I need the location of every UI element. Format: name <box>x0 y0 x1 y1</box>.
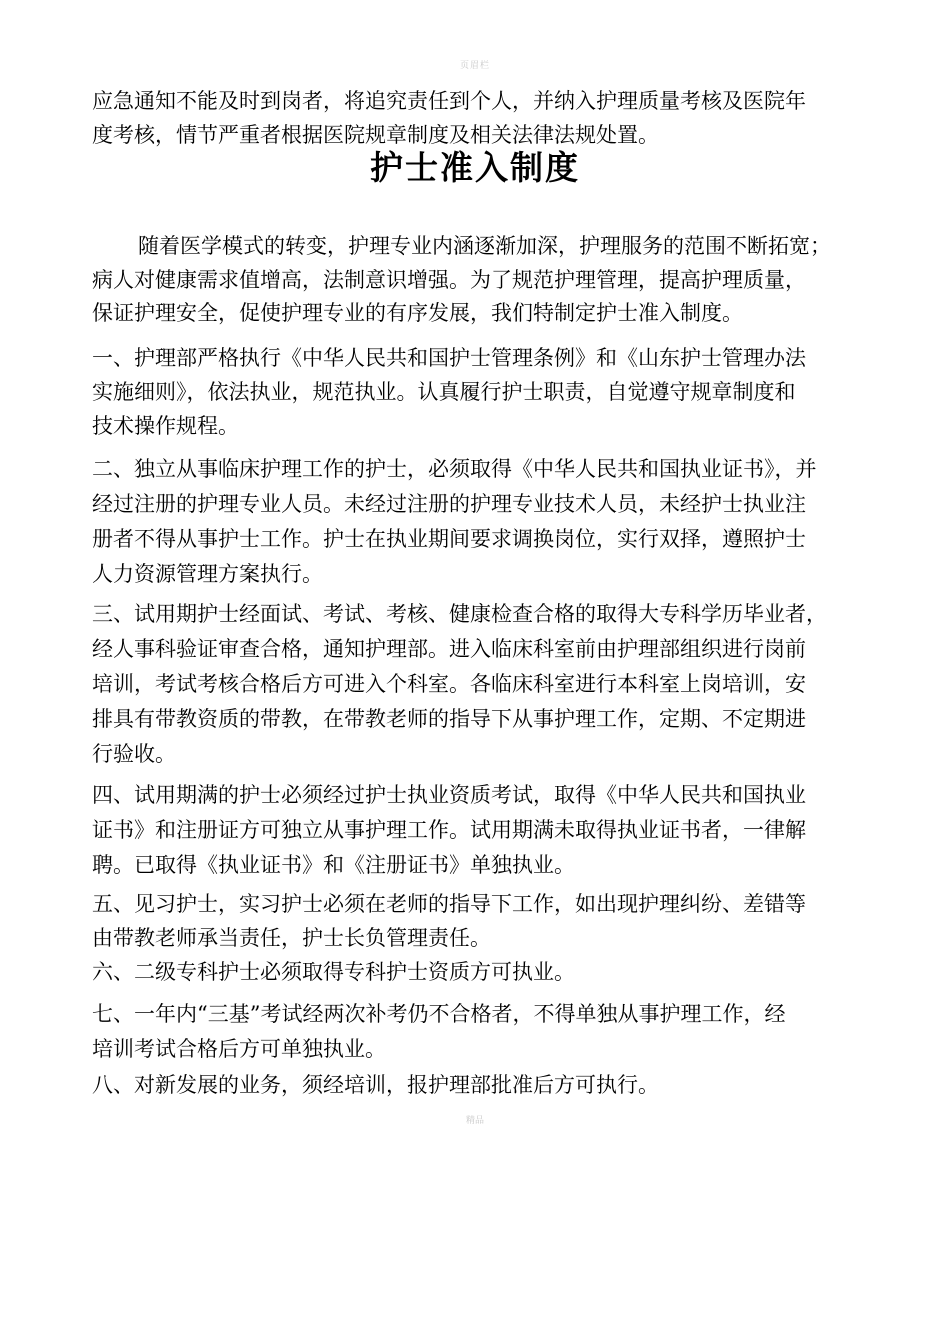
top-text-line: 度考核，情节严重者根据医院规章制度及相关法律法规处置。 <box>92 123 659 147</box>
clause-6-line: 六、二级专科护士必须取得专科护士资质方可执业。 <box>92 960 575 984</box>
clause-4-line: 证书》和注册证方可独立从事护理工作。试用期满未取得执业证书者，一律解 <box>92 818 806 842</box>
clause-4-line: 聘。已取得《执业证书》和《注册证书》单独执业。 <box>92 853 575 877</box>
clause-4-line: 四、试用期满的护士必须经过护士执业资质考试，取得《中华人民共和国执业 <box>92 783 806 807</box>
clause-2-line: 二、独立从事临床护理工作的护士，必须取得《中华人民共和国执业证书》，并 <box>92 457 817 481</box>
clause-2-line: 人力资源管理方案执行。 <box>92 562 323 586</box>
clause-7-line: 培训考试合格后方可单独执业。 <box>92 1037 386 1061</box>
clause-3-line: 培训，考试考核合格后方可进入个科室。各临床科室进行本科室上岗培训，安 <box>92 672 806 696</box>
clause-1-line: 一、护理部严格执行《中华人民共和国护士管理条例》和《山东护士管理办法 <box>92 346 806 370</box>
clause-2-line: 经过注册的护理专业人员。未经过注册的护理专业技术人员，未经护士执业注 <box>92 492 806 516</box>
clause-3-line: 排具有带教资质的带教，在带教老师的指导下从事护理工作，定期、不定期进 <box>92 707 806 731</box>
intro-line: 保证护理安全，促使护理专业的有序发展，我们特制定护士准入制度。 <box>92 301 743 325</box>
clause-5-line: 由带教老师承当责任，护士长负管理责任。 <box>92 926 491 950</box>
clause-1-line: 实施细则》，依法执业，规范执业。认真履行护士职责，自觉遵守规章制度和 <box>92 380 796 404</box>
clause-2-line: 册者不得从事护士工作。护士在执业期间要求调换岗位，实行双择，遵照护士 <box>92 527 806 551</box>
clause-7-line: 七、一年内“三基”考试经两次补考仍不合格者，不得单独从事护理工作，经 <box>92 1002 786 1026</box>
clause-5-line: 五、见习护士，实习护士必须在老师的指导下工作，如出现护理纠纷、差错等 <box>92 892 806 916</box>
document-title: 护士准入制度 <box>370 148 580 187</box>
footer-watermark: 精品 <box>465 1116 484 1126</box>
clause-1-line: 技术操作规程。 <box>92 414 239 438</box>
clause-3-line: 经人事科验证审查合格，通知护理部。进入临床科室前由护理部组织进行岗前 <box>92 637 806 661</box>
header-watermark: 页眉栏 <box>459 61 490 71</box>
clause-3-line: 行验收。 <box>92 742 176 766</box>
intro-line: 随着医学模式的转变，护理专业内涵逐渐加深，护理服务的范围不断拓宽； <box>138 234 831 258</box>
top-text-line: 应急通知不能及时到岗者，将追究责任到个人，并纳入护理质量考核及医院年 <box>92 89 806 113</box>
intro-line: 病人对健康需求值增高，法制意识增强。为了规范护理管理，提高护理质量， <box>92 268 806 292</box>
clause-8-line: 八、对新发展的业务，须经培训，报护理部批准后方可执行。 <box>92 1073 659 1097</box>
clause-3-line: 三、试用期护士经面试、考试、考核、健康检查合格的取得大专科学历毕业者， <box>92 602 827 626</box>
